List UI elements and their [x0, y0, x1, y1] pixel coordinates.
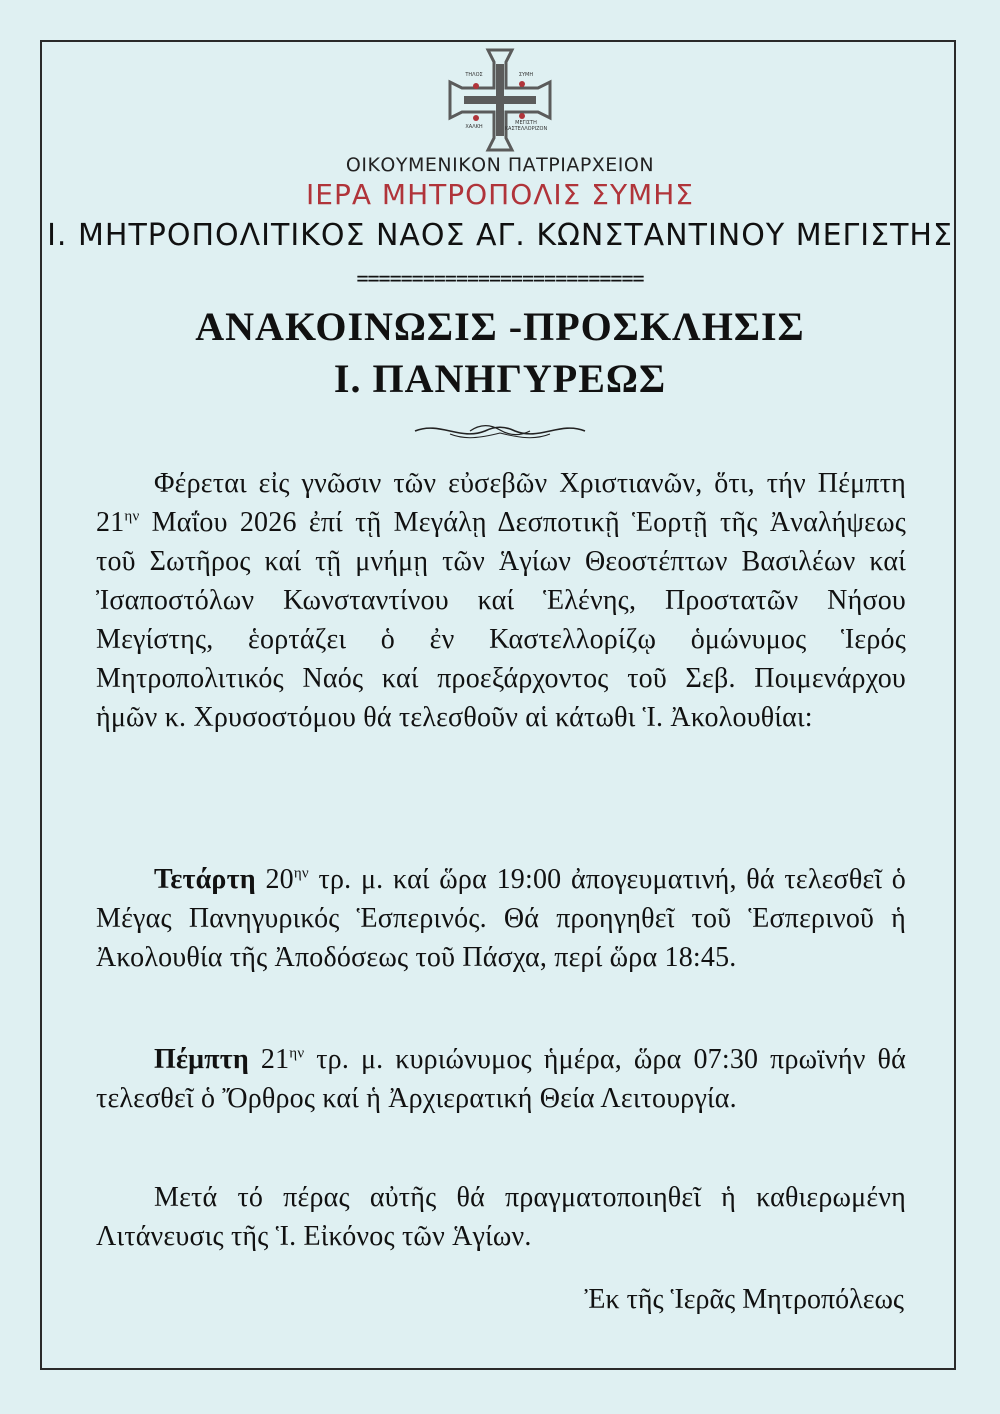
wednesday-paragraph: Τετάρτη $20^{\eta\nu}$ τρ. μ. καί ὥρα 19:00 ἀπογευματινή, θά τελεσθεῖ ὁ Μέγας Πανηγυρικός Ἑσπερινός. Θά προηγηθεῖ τοῦ Ἑσπερινοῦ ἡ Ἀκολουθία τῆς Ἀποδόσεως τοῦ Πάσχα, περί ὥρα 18:45. — [96, 864, 906, 973]
decorative-flourish — [410, 416, 590, 446]
announcement-subtitle: Ι. ΠΑΝΗΓΥΡΕΩΣ — [333, 356, 667, 401]
procession-paragraph: Μετά τό πέρας αὐτῆς θά πραγματοποιηθεῖ ἡ καθιερωμένη Λιτάνευσις τῆς Ἱ. Εἰκόνος τῶν Ἁγίων. — [96, 1182, 906, 1252]
metropolis-heading: ΙΕΡΑ ΜΗΤΡΟΠΟΛΙΣ ΣΥΜΗΣ — [306, 178, 694, 211]
announcement-title: ΑΝΑΚΟΙΝΩΣΙΣ -ΠΡΟΣΚΛΗΣΙΣ — [195, 304, 805, 349]
signature-line: Ἐκ τῆς Ἱερᾶς Μητροπόλεως — [584, 1284, 904, 1315]
wednesday-day: Τετάρτη — [154, 864, 256, 895]
patriarchate-heading: ΟΙΚΟΥΜΕΝΙΚΟΝ ΠΑΤΡΙΑΡΧΕΙΟΝ — [345, 154, 655, 176]
thursday-paragraph: Πέμπτη $21^{\eta\nu}$ τρ. μ. κυριώνυμος ἡμέρα, ὥρα 07:30 πρωϊνήν θά τελεσθεῖ ὁ Ὄρθρος καί ἡ Ἀρχιερατική Θεία Λειτουργία. — [96, 1044, 906, 1114]
svg-text:ΣΥΜΗ: ΣΥΜΗ — [518, 72, 534, 78]
svg-text:ΜΕΓΙΣΤΗ: ΜΕΓΙΣΤΗ — [515, 120, 537, 126]
svg-text:ΤΗΛΟΣ: ΤΗΛΟΣ — [465, 72, 483, 78]
church-heading: Ι. ΜΗΤΡΟΠΟΛΙΤΙΚΟΣ ΝΑΟΣ ΑΓ. ΚΩΝΣΤΑΝΤΙΝΟΥ ΜΕΓΙΣΤΗΣ — [47, 218, 953, 253]
thursday-day: Πέμπτη — [154, 1044, 249, 1075]
separator-line: ========================== — [356, 266, 644, 290]
svg-text:ΚΑΣΤΕΛΛΟΡΙΖΟΝ: ΚΑΣΤΕΛΛΟΡΙΖΟΝ — [504, 126, 548, 132]
svg-text:ΧΑΛΚΗ: ΧΑΛΚΗ — [465, 124, 483, 130]
intro-paragraph: Φέρεται εἰς γνῶσιν τῶν εὐσεβῶν Χριστιανῶν, ὅτι, τήν Πέμπτη $21^{\eta\nu}$ Μαΐου 2026 ἐπί τῇ Μεγάλῃ Δεσποτικῇ Ἑορτῇ τῆς Ἀναλήψεως τοῦ Σωτῆρος καί τῇ μνήμῃ τῶν Ἁγίων Θεοστέπτων Βασιλέων καί Ἰσαποστόλων Κωνσταντίνου καί Ἑλένης, Προστατῶν Νήσου Μεγίστης, ἑορτάζει ὁ ἐν Καστελλορίζῳ ὁμώνυμος Ἱερός Μητροπολιτικός Ναός καί προεξάρχοντος τοῦ Σεβ. Ποιμενάρχου ἡμῶν κ. Χρυσοστόμου θά τελεσθοῦν αἱ κάτωθι Ἱ. Ἀκολουθίαι: — [96, 468, 906, 733]
metropolis-seal-logo — [448, 48, 552, 152]
